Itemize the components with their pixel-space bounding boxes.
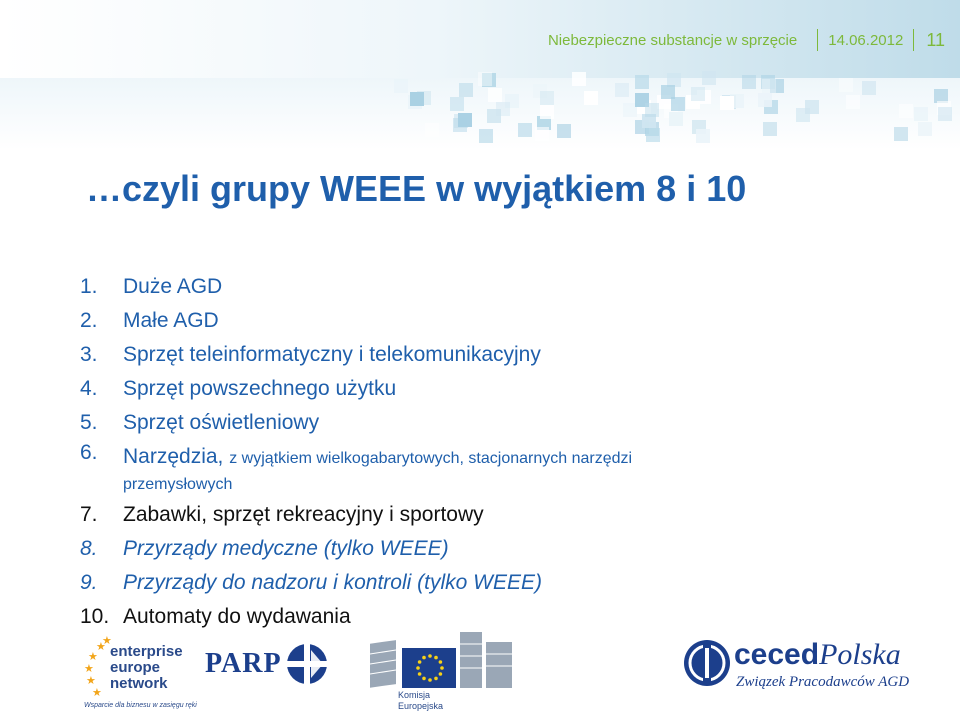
list-item <box>80 600 632 634</box>
decorative-square <box>458 113 472 127</box>
eu-stars-icon <box>408 650 452 686</box>
header-line <box>0 29 945 51</box>
list-text: Automaty do wydawania <box>123 605 351 628</box>
decorative-square <box>661 85 675 99</box>
decorative-square <box>635 75 649 89</box>
presentation-title: Niebezpieczne substancje w sprzęcie <box>547 31 798 49</box>
decorative-square <box>839 78 853 92</box>
eu-star <box>439 672 443 676</box>
decorative-square <box>488 88 502 102</box>
decorative-square <box>862 81 876 95</box>
list-item <box>80 270 632 304</box>
list-text: Narzędzia, <box>123 445 224 468</box>
header-separator <box>913 29 914 51</box>
presentation-date: 14.06.2012 <box>828 31 904 49</box>
list-item <box>80 498 632 532</box>
european-commission-logo <box>368 614 518 716</box>
header-separator <box>817 29 818 51</box>
decorative-square <box>702 71 716 85</box>
een-wordmark: enterprise europe network <box>110 643 183 692</box>
eu-star <box>422 656 426 660</box>
decorative-square <box>478 72 492 86</box>
een-tagline: Wsparcie dla biznesu w zasięgu ręki <box>84 702 197 709</box>
list-note: z wyjątkiem wielkogabarytowych, stacjonarnych narzędzi <box>229 450 633 467</box>
decorative-square <box>479 129 493 143</box>
decorative-square <box>450 97 464 111</box>
parp-logo <box>205 640 335 686</box>
decorative-square <box>394 79 408 93</box>
decorative-square <box>584 91 598 105</box>
weee-category-list <box>80 270 632 634</box>
list-text: Przyrządy medyczne (tylko WEEE) <box>123 537 449 560</box>
header-band <box>0 0 960 150</box>
decorative-square <box>691 87 705 101</box>
eu-star <box>416 666 420 670</box>
list-number: 9. <box>80 571 98 594</box>
eu-star <box>439 660 443 664</box>
eu-star <box>440 666 444 670</box>
list-number: 10. <box>80 605 110 628</box>
list-text: Sprzęt powszechnego użytku <box>123 377 397 400</box>
list-number: 3. <box>80 343 98 366</box>
decorative-square <box>805 100 819 114</box>
list-text: Przyrządy do nadzoru i kontroli (tylko WEEE) <box>123 571 542 594</box>
eu-star <box>428 678 432 682</box>
list-number: 6. <box>80 441 98 464</box>
decorative-square <box>720 96 734 110</box>
list-number: 1. <box>80 275 98 298</box>
eu-star <box>434 656 438 660</box>
list-number: 8. <box>80 537 98 560</box>
list-text: Małe AGD <box>123 309 219 332</box>
decorative-square <box>846 95 860 109</box>
list-item <box>80 338 632 372</box>
slide-title: …czyli grupy WEEE w wyjątkiem 8 i 10 <box>86 168 747 209</box>
list-text: Duże AGD <box>123 275 223 298</box>
list-item <box>80 440 632 498</box>
ceced-polska-logo <box>682 638 927 698</box>
decorative-square <box>742 75 756 89</box>
eu-star <box>418 660 422 664</box>
decorative-square <box>518 123 532 137</box>
decorative-square <box>669 112 683 126</box>
decorative-square <box>540 91 554 105</box>
decorative-square <box>696 129 710 143</box>
list-item <box>80 406 632 440</box>
list-item-excluded <box>80 566 632 600</box>
eu-star <box>434 677 438 681</box>
eu-star <box>422 677 426 681</box>
decorative-square <box>899 104 913 118</box>
ceced-subtitle: Związek Pracodawców AGD <box>736 674 910 690</box>
list-number: 2. <box>80 309 98 332</box>
ec-wordmark: Komisja Europejska <box>398 690 444 711</box>
decorative-square <box>535 127 549 141</box>
list-item <box>80 304 632 338</box>
decorative-square <box>914 107 928 121</box>
decorative-square <box>646 128 660 142</box>
decorative-square <box>410 92 424 106</box>
list-number: 5. <box>80 411 98 434</box>
decorative-square <box>459 83 473 97</box>
decorative-square <box>758 93 772 107</box>
list-item-excluded <box>80 532 632 566</box>
decorative-square <box>918 122 932 136</box>
decorative-square <box>557 124 571 138</box>
list-note-wrap: przemysłowych <box>123 476 233 493</box>
ceced-wordmark: cecedPolska <box>734 638 901 671</box>
list-number: 7. <box>80 503 98 526</box>
decorative-square <box>763 122 777 136</box>
list-item <box>80 372 632 406</box>
parp-emblem-icon <box>285 642 329 686</box>
parp-wordmark: PARP <box>205 648 282 679</box>
list-number: 4. <box>80 377 98 400</box>
list-text: Sprzęt teleinformatyczny i telekomunikacyjny <box>123 343 541 366</box>
decorative-square <box>572 72 586 86</box>
decorative-square <box>425 123 439 137</box>
page-number: 11 <box>926 29 945 50</box>
decorative-square <box>645 103 659 117</box>
eu-star <box>428 654 432 658</box>
decorative-square <box>762 79 776 93</box>
decorative-square <box>615 83 629 97</box>
ceced-emblem-icon <box>682 638 732 688</box>
list-text: Sprzęt oświetleniowy <box>123 411 320 434</box>
decorative-square <box>540 105 554 119</box>
enterprise-europe-network-logo: ★ ★ ★ ★ ★ ★ enterprise europe network Wsparcie dla biznesu w zasięgu ręki <box>84 635 197 709</box>
decorative-square <box>938 107 952 121</box>
list-text: Zabawki, sprzęt rekreacyjny i sportowy <box>123 503 484 526</box>
decorative-square <box>894 127 908 141</box>
decorative-square <box>487 109 501 123</box>
eu-star <box>418 672 422 676</box>
